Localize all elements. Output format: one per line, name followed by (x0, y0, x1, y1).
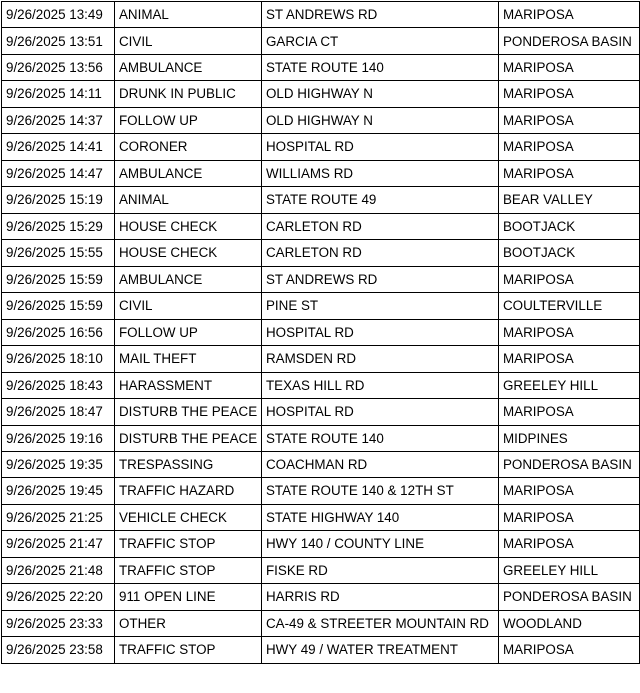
call-log-body (2, 2, 640, 664)
table-row (2, 610, 640, 636)
area-cell: GREELEY HILL (499, 372, 640, 398)
table-row (2, 187, 640, 213)
table-row (2, 293, 640, 319)
area-cell: MARIPOSA (499, 134, 640, 160)
area-cell: PONDEROSA BASIN (499, 451, 640, 477)
call-type-cell: DRUNK IN PUBLIC (115, 81, 262, 107)
area-cell: MARIPOSA (499, 160, 640, 186)
location-cell: STATE ROUTE 140 (262, 54, 499, 80)
call-type-cell: AMBULANCE (115, 54, 262, 80)
table-row (2, 54, 640, 80)
date-time-cell: 9/26/2025 19:45 (2, 478, 115, 504)
location-cell: STATE ROUTE 140 (262, 425, 499, 451)
area-cell: MARIPOSA (499, 266, 640, 292)
location-cell: HWY 49 / WATER TREATMENT (262, 637, 499, 663)
call-type-cell: ANIMAL (115, 187, 262, 213)
call-type-cell: CIVIL (115, 293, 262, 319)
area-cell: MARIPOSA (499, 478, 640, 504)
date-time-cell: 9/26/2025 14:47 (2, 160, 115, 186)
location-cell: CARLETON RD (262, 213, 499, 239)
table-row (2, 504, 640, 530)
area-cell: MIDPINES (499, 425, 640, 451)
area-cell: MARIPOSA (499, 637, 640, 663)
area-cell: MARIPOSA (499, 107, 640, 133)
area-cell: MARIPOSA (499, 319, 640, 345)
location-cell: ST ANDREWS RD (262, 2, 499, 28)
location-cell: WILLIAMS RD (262, 160, 499, 186)
table-row (2, 2, 640, 28)
area-cell: GREELEY HILL (499, 557, 640, 583)
area-cell: MARIPOSA (499, 531, 640, 557)
location-cell: STATE ROUTE 49 (262, 187, 499, 213)
area-cell: MARIPOSA (499, 399, 640, 425)
call-type-cell: MAIL THEFT (115, 346, 262, 372)
date-time-cell: 9/26/2025 14:11 (2, 81, 115, 107)
call-type-cell: HOUSE CHECK (115, 213, 262, 239)
location-cell: HWY 140 / COUNTY LINE (262, 531, 499, 557)
area-cell: BOOTJACK (499, 240, 640, 266)
date-time-cell: 9/26/2025 13:49 (2, 2, 115, 28)
call-type-cell: TRAFFIC STOP (115, 637, 262, 663)
location-cell: ST ANDREWS RD (262, 266, 499, 292)
call-type-cell: CIVIL (115, 28, 262, 54)
date-time-cell: 9/26/2025 21:47 (2, 531, 115, 557)
table-row (2, 240, 640, 266)
table-row (2, 81, 640, 107)
date-time-cell: 9/26/2025 18:10 (2, 346, 115, 372)
date-time-cell: 9/26/2025 23:58 (2, 637, 115, 663)
table-row (2, 584, 640, 610)
call-type-cell: TRAFFIC STOP (115, 531, 262, 557)
call-type-cell: OTHER (115, 610, 262, 636)
date-time-cell: 9/26/2025 14:41 (2, 134, 115, 160)
location-cell: OLD HIGHWAY N (262, 81, 499, 107)
call-type-cell: TRAFFIC STOP (115, 557, 262, 583)
table-row (2, 346, 640, 372)
location-cell: FISKE RD (262, 557, 499, 583)
location-cell: GARCIA CT (262, 28, 499, 54)
date-time-cell: 9/26/2025 19:35 (2, 451, 115, 477)
table-row (2, 266, 640, 292)
call-type-cell: TRESPASSING (115, 451, 262, 477)
date-time-cell: 9/26/2025 13:51 (2, 28, 115, 54)
date-time-cell: 9/26/2025 18:47 (2, 399, 115, 425)
call-type-cell: HARASSMENT (115, 372, 262, 398)
date-time-cell: 9/26/2025 23:33 (2, 610, 115, 636)
area-cell: PONDEROSA BASIN (499, 28, 640, 54)
date-time-cell: 9/26/2025 15:59 (2, 293, 115, 319)
call-type-cell: HOUSE CHECK (115, 240, 262, 266)
location-cell: CA-49 & STREETER MOUNTAIN RD (262, 610, 499, 636)
area-cell: MARIPOSA (499, 346, 640, 372)
area-cell: PONDEROSA BASIN (499, 584, 640, 610)
date-time-cell: 9/26/2025 15:29 (2, 213, 115, 239)
date-time-cell: 9/26/2025 19:16 (2, 425, 115, 451)
date-time-cell: 9/26/2025 14:37 (2, 107, 115, 133)
table-row (2, 134, 640, 160)
table-row (2, 28, 640, 54)
table-row (2, 160, 640, 186)
call-type-cell: TRAFFIC HAZARD (115, 478, 262, 504)
date-time-cell: 9/26/2025 13:56 (2, 54, 115, 80)
area-cell: MARIPOSA (499, 54, 640, 80)
table-row (2, 107, 640, 133)
table-row (2, 372, 640, 398)
call-type-cell: CORONER (115, 134, 262, 160)
date-time-cell: 9/26/2025 18:43 (2, 372, 115, 398)
date-time-cell: 9/26/2025 15:59 (2, 266, 115, 292)
location-cell: TEXAS HILL RD (262, 372, 499, 398)
date-time-cell: 9/26/2025 15:55 (2, 240, 115, 266)
call-type-cell: FOLLOW UP (115, 319, 262, 345)
location-cell: OLD HIGHWAY N (262, 107, 499, 133)
call-log-table (1, 1, 640, 664)
call-type-cell: 911 OPEN LINE (115, 584, 262, 610)
location-cell: PINE ST (262, 293, 499, 319)
call-type-cell: VEHICLE CHECK (115, 504, 262, 530)
area-cell: COULTERVILLE (499, 293, 640, 319)
date-time-cell: 9/26/2025 16:56 (2, 319, 115, 345)
date-time-cell: 9/26/2025 21:48 (2, 557, 115, 583)
location-cell: CARLETON RD (262, 240, 499, 266)
area-cell: BEAR VALLEY (499, 187, 640, 213)
table-row (2, 425, 640, 451)
call-type-cell: DISTURB THE PEACE (115, 399, 262, 425)
area-cell: MARIPOSA (499, 504, 640, 530)
area-cell: MARIPOSA (499, 81, 640, 107)
date-time-cell: 9/26/2025 15:19 (2, 187, 115, 213)
location-cell: HOSPITAL RD (262, 134, 499, 160)
table-row (2, 557, 640, 583)
location-cell: HOSPITAL RD (262, 399, 499, 425)
table-row (2, 451, 640, 477)
area-cell: WOODLAND (499, 610, 640, 636)
location-cell: COACHMAN RD (262, 451, 499, 477)
date-time-cell: 9/26/2025 21:25 (2, 504, 115, 530)
table-row (2, 399, 640, 425)
table-row (2, 531, 640, 557)
call-type-cell: AMBULANCE (115, 266, 262, 292)
table-row (2, 319, 640, 345)
date-time-cell: 9/26/2025 22:20 (2, 584, 115, 610)
location-cell: RAMSDEN RD (262, 346, 499, 372)
table-row (2, 637, 640, 663)
area-cell: MARIPOSA (499, 2, 640, 28)
table-row (2, 213, 640, 239)
location-cell: STATE ROUTE 140 & 12TH ST (262, 478, 499, 504)
call-type-cell: FOLLOW UP (115, 107, 262, 133)
call-type-cell: ANIMAL (115, 2, 262, 28)
location-cell: STATE HIGHWAY 140 (262, 504, 499, 530)
call-type-cell: DISTURB THE PEACE (115, 425, 262, 451)
area-cell: BOOTJACK (499, 213, 640, 239)
call-type-cell: AMBULANCE (115, 160, 262, 186)
table-row (2, 478, 640, 504)
location-cell: HARRIS RD (262, 584, 499, 610)
location-cell: HOSPITAL RD (262, 319, 499, 345)
